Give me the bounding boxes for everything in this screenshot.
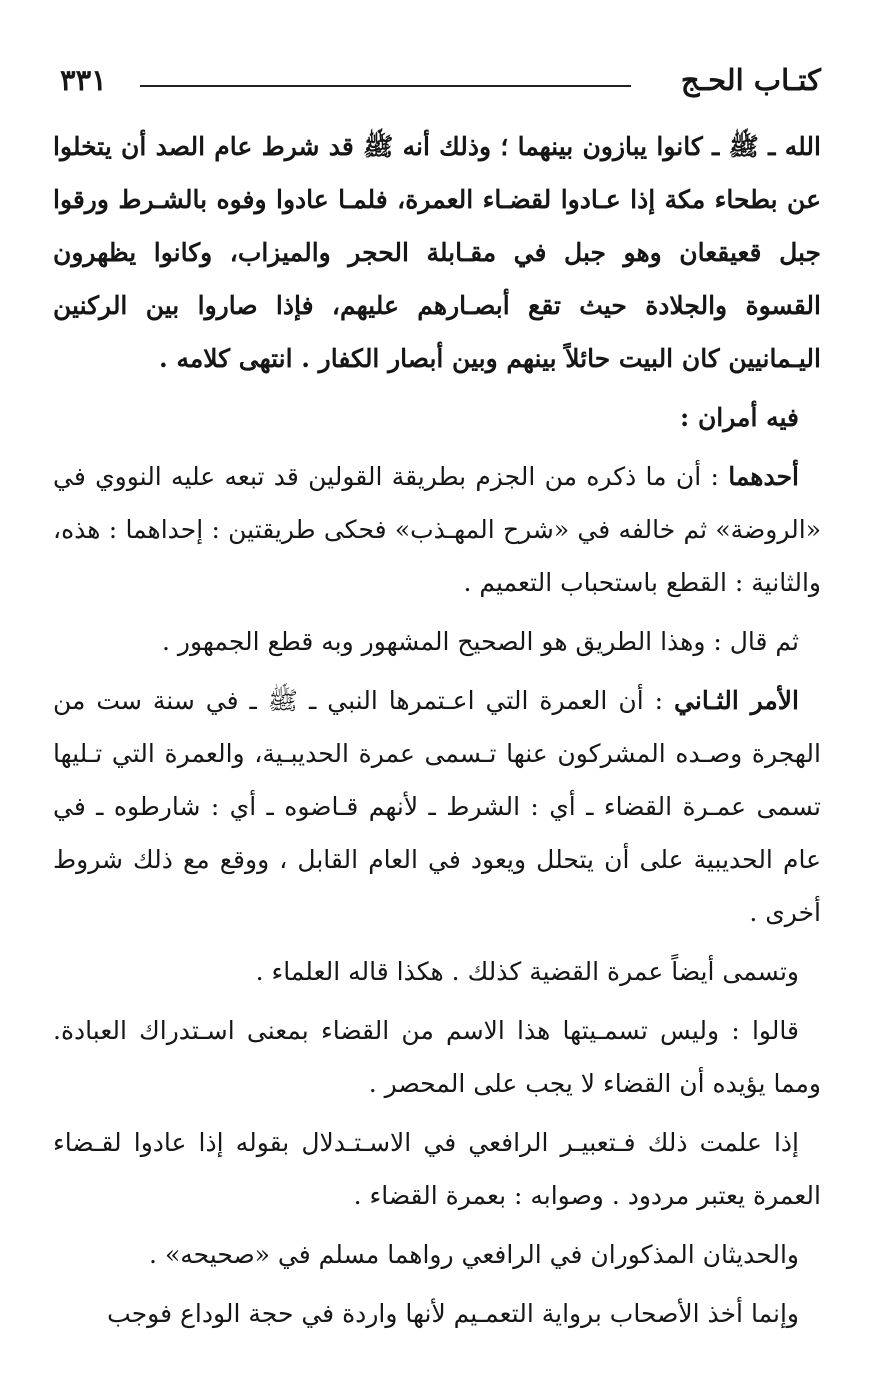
paragraph-they-said <box>53 1004 821 1110</box>
page-header <box>60 58 821 106</box>
paragraph-text: إذا علمت ذلك فـتعبيـر الرافعي في الاسـتـدلال بقوله إذا عادوا لقـضاء العمرة يعتبر مردود . وصوابه : بعمرة القضاء . <box>53 1128 821 1210</box>
paragraph-text: : أن العمرة التي اعـتمرها النبي ـ ﷺ ـ في سنة ست من الهجرة وصـده المشركون عنها تـسمى عمرة الحديبـية، والعمرة التي تـليها تسمى عمـرة القضاء ـ أي : الشرط ـ لأنهم قـاضوه ـ أي : شارطوه ـ في عام الحديبية على أن يتحلل ويعود في العام القابل ، ووقع مع ذلك شروط أخرى . <box>53 686 821 927</box>
paragraph-text: فيه أمران : <box>680 403 799 432</box>
paragraph-also-called <box>53 945 821 998</box>
paragraph-if-you-know <box>53 1116 821 1222</box>
page-number: ٣٣١ <box>60 63 107 97</box>
paragraph-text: الله ـ ﷺ ـ كانوا يبازون بينهما ؛ وذلك أنه ﷺ قد شرط عام الصد أن يتخلوا عن بطحاء مكة إذا عـادوا لقضـاء العمرة، فلمـا عادوا وفوه بالشـرط ورقوا جبل قعيقعان وهو جبل في مقـابلة الحجر والميزاب، وكانوا يظهرون القسوة والجلادة حيث تقع أبصـارهم عليهم، فإذا صاروا بين الركنين اليـمانيين كان البيت حائلاً بينهم وبين أبصار الكفار . انتهى كلامه . <box>53 132 821 373</box>
paragraph-lead: أحدهما <box>728 462 799 491</box>
paragraph-text: قالوا : وليس تسمـيتها هذا الاسم من القضاء بمعنى اسـتدراك العبادة. ومما يؤيده أن القضاء لا يجب على المحصر . <box>53 1016 821 1098</box>
paragraph-first-matter <box>53 450 821 609</box>
header-rule <box>140 85 631 87</box>
paragraph-text: وإنما أخذ الأصحاب برواية التعمـيم لأنها واردة في حجة الوداع فوجب <box>107 1299 799 1328</box>
body-text <box>53 120 821 1346</box>
paragraph-continuation <box>53 120 821 385</box>
paragraph-text: والحديثان المذكوران في الرافعي رواهما مسلم في «صحيحه» . <box>149 1240 799 1269</box>
paragraph-text: ثم قال : وهذا الطريق هو الصحيح المشهور وبه قطع الجمهور . <box>162 627 799 656</box>
paragraph-two-hadiths <box>53 1228 821 1281</box>
paragraph-text: وتسمى أيضاً عمرة القضية كذلك . هكذا قاله العلماء . <box>255 957 799 986</box>
paragraph-companions <box>53 1287 821 1340</box>
paragraph-text: : أن ما ذكره من الجزم بطريقة القولين قد تبعه عليه النووي في «الروضة» ثم خالفه في «شرح المهـذب» فحكى طريقتين : إحداهما : هذه، والثانية : القطع باستحباب التعميم . <box>53 462 821 597</box>
running-title: كتـاب الحـج <box>680 63 821 97</box>
paragraph-lead: الأمر الثـاني <box>674 686 799 715</box>
paragraph-heading-two-matters <box>53 391 821 444</box>
paragraph-second-matter <box>53 674 821 939</box>
paragraph-then-said <box>53 615 821 668</box>
